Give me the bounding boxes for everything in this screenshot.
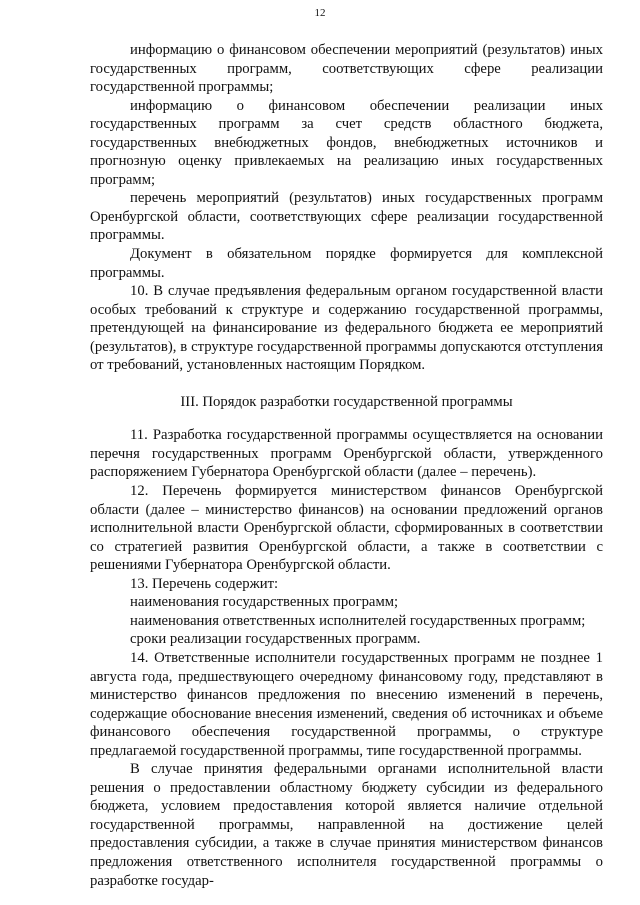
paragraph: В случае принятия федеральными органами исполнительной власти решения о предоставлении областному бюджету субсидии из федерального бюджета, условием предоставления которой является наличие отдельной государственной программы, направленной на достижение целей предоставления субсидии, а также в случае принятия министерством финансов предложения ответственного исполнителя государственной программы о разработке государ- <box>90 761 603 889</box>
paragraph: Документ в обязательном порядке формируется для комплексной программы. <box>90 246 603 281</box>
paragraph: информацию о финансовом обеспечении реализации иных государственных программ за счет средств областного бюджета, государственных внебюджетных фондов, внебюджетных источников и прогнозную оценку привлекаемых на реализацию иных государственных программ; <box>90 97 603 188</box>
paragraph: 13. Перечень содержит: <box>130 575 279 592</box>
paragraph: 12. Перечень формируется министерством финансов Оренбургской области (далее – министерство финансов) на основании предложений органов исполнительной власти Оренбургской области, сформированных в соответствии со стратегией развития Оренбургской области, а также в соответствии с решениями Губернатора Оренбургской области. <box>90 483 603 574</box>
paragraph: перечень мероприятий (результатов) иных государственных программ Оренбургской области, соответствующих сфере реализации государственной программы. <box>90 190 603 244</box>
paragraph: 11. Разработка государственной программы осуществляется на основании перечня государственных программ Оренбургской области, утвержденного распоряжением Губернатора Оренбургской области (далее – перечень). <box>90 427 603 481</box>
paragraph: 10. В случае предъявления федеральным органом государственной власти особых требований к структуре и содержанию государственной программы, претендующей на финансирование из федерального бюджета ее мероприятий (результатов), в структуре государственной программы допускаются отступления от требований, установленных настоящим Порядком. <box>90 283 603 374</box>
list-item: наименования ответственных исполнителей государственных программ; <box>130 612 586 629</box>
list-item: наименования государственных программ; <box>130 594 399 611</box>
document-body <box>90 41 603 890</box>
paragraph: информацию о финансовом обеспечении мероприятий (результатов) иных государственных программ, соответствующих сфере реализации государственной программы; <box>90 42 603 96</box>
list-item: сроки реализации государственных программ. <box>130 631 421 648</box>
paragraph: 14. Ответственные исполнители государственных программ не позднее 1 августа года, предшествующего очередному финансовому году, представляют в министерство финансов предложения по внесению изменений в перечень, содержащие обоснование внесения изменений, сведения об источниках и объеме финансового обеспечения государственной программы, о структуре предлагаемой государственной программы, типе государственной программы. <box>90 649 603 759</box>
section-heading: III. Порядок разработки государственной программы <box>180 393 513 410</box>
page-number: 12 <box>314 7 326 19</box>
